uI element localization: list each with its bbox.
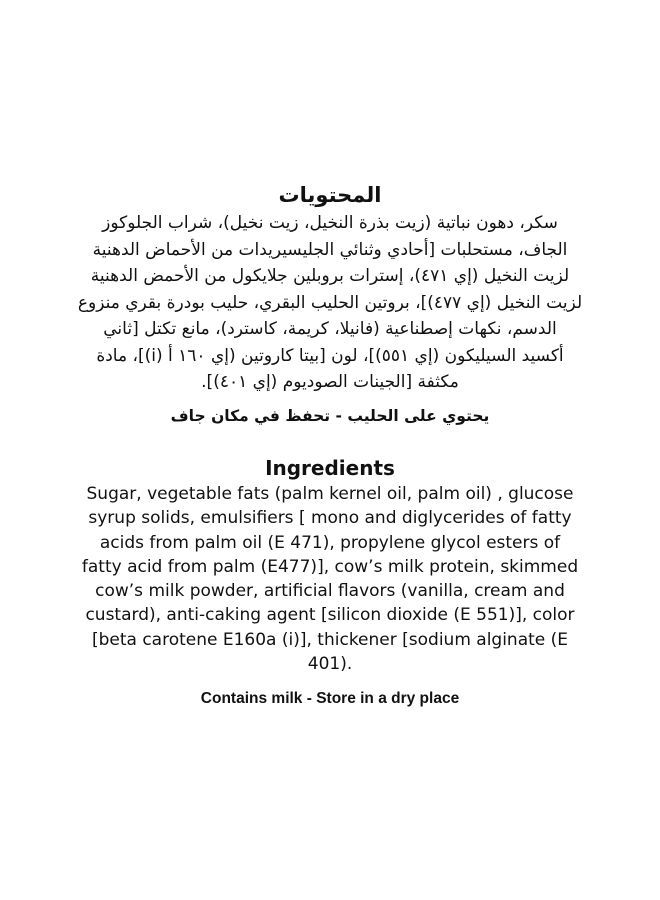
- arabic-ingredients-line: الجاف، مستحلبات [أحادي وثنائي الجليسيريدات من الأحماض الدهنية: [92, 239, 568, 260]
- arabic-ingredients-line: أكسيد السيليكون (إي ٥٥١)]، لون [بيتا كاروتين (إي ١٦٠ أ (i)]، مادة: [96, 345, 564, 366]
- english-ingredients-line: cow’s milk powder, artificial flavors (vanilla, cream and: [95, 581, 565, 602]
- english-ingredients-line: custard), anti-caking agent [silicon dioxide (E 551)], color: [85, 605, 575, 626]
- english-ingredients-line: syrup solids, emulsifiers [ mono and diglycerides of fatty: [88, 508, 572, 529]
- arabic-ingredients-line: سكر، دهون نباتية (زيت بذرة النخيل، زيت نخيل)، شراب الجلوكوز: [102, 213, 558, 233]
- english-ingredients-line: [beta carotene E160a (i)], thickener [sodium alginate (E: [91, 629, 569, 650]
- english-storage-note: Contains milk - Store in a dry place: [200, 690, 460, 708]
- arabic-ingredients-line: مكثفة [الجينات الصوديوم (إي ٤٠١)].: [201, 372, 459, 392]
- english-ingredients-section: [0, 454, 660, 710]
- arabic-ingredients-line: لزيت النخيل (إي ٤٧١)، إسترات بروبلين جلايكول من الأحمض الدهنية: [90, 266, 570, 286]
- arabic-title: المحتويات: [278, 183, 382, 207]
- english-ingredients-line: acids from palm oil (E 471), propylene glycol esters of: [99, 532, 561, 553]
- arabic-ingredients-line: لزيت النخيل (إي ٤٧٧)]، بروتين الحليب البقري، حليب بودرة بقري منزوع: [77, 292, 583, 313]
- english-ingredients-line: 401).: [307, 654, 353, 675]
- arabic-ingredients-section: [0, 180, 660, 428]
- arabic-ingredients-line: الدسم، نكهات إصطناعية (فانيلا، كريمة، كاسترد)، مانع تكتل [ثاني: [103, 319, 557, 339]
- english-ingredients-line: Sugar, vegetable fats (palm kernel oil, palm oil) , glucose: [86, 484, 574, 504]
- english-title: Ingredients: [265, 456, 395, 480]
- english-ingredients-line: fatty acid from palm (E477)], cow’s milk protein, skimmed: [81, 556, 579, 577]
- arabic-storage-note: يحتوي على الحليب - تحفظ في مكان جاف: [170, 406, 490, 425]
